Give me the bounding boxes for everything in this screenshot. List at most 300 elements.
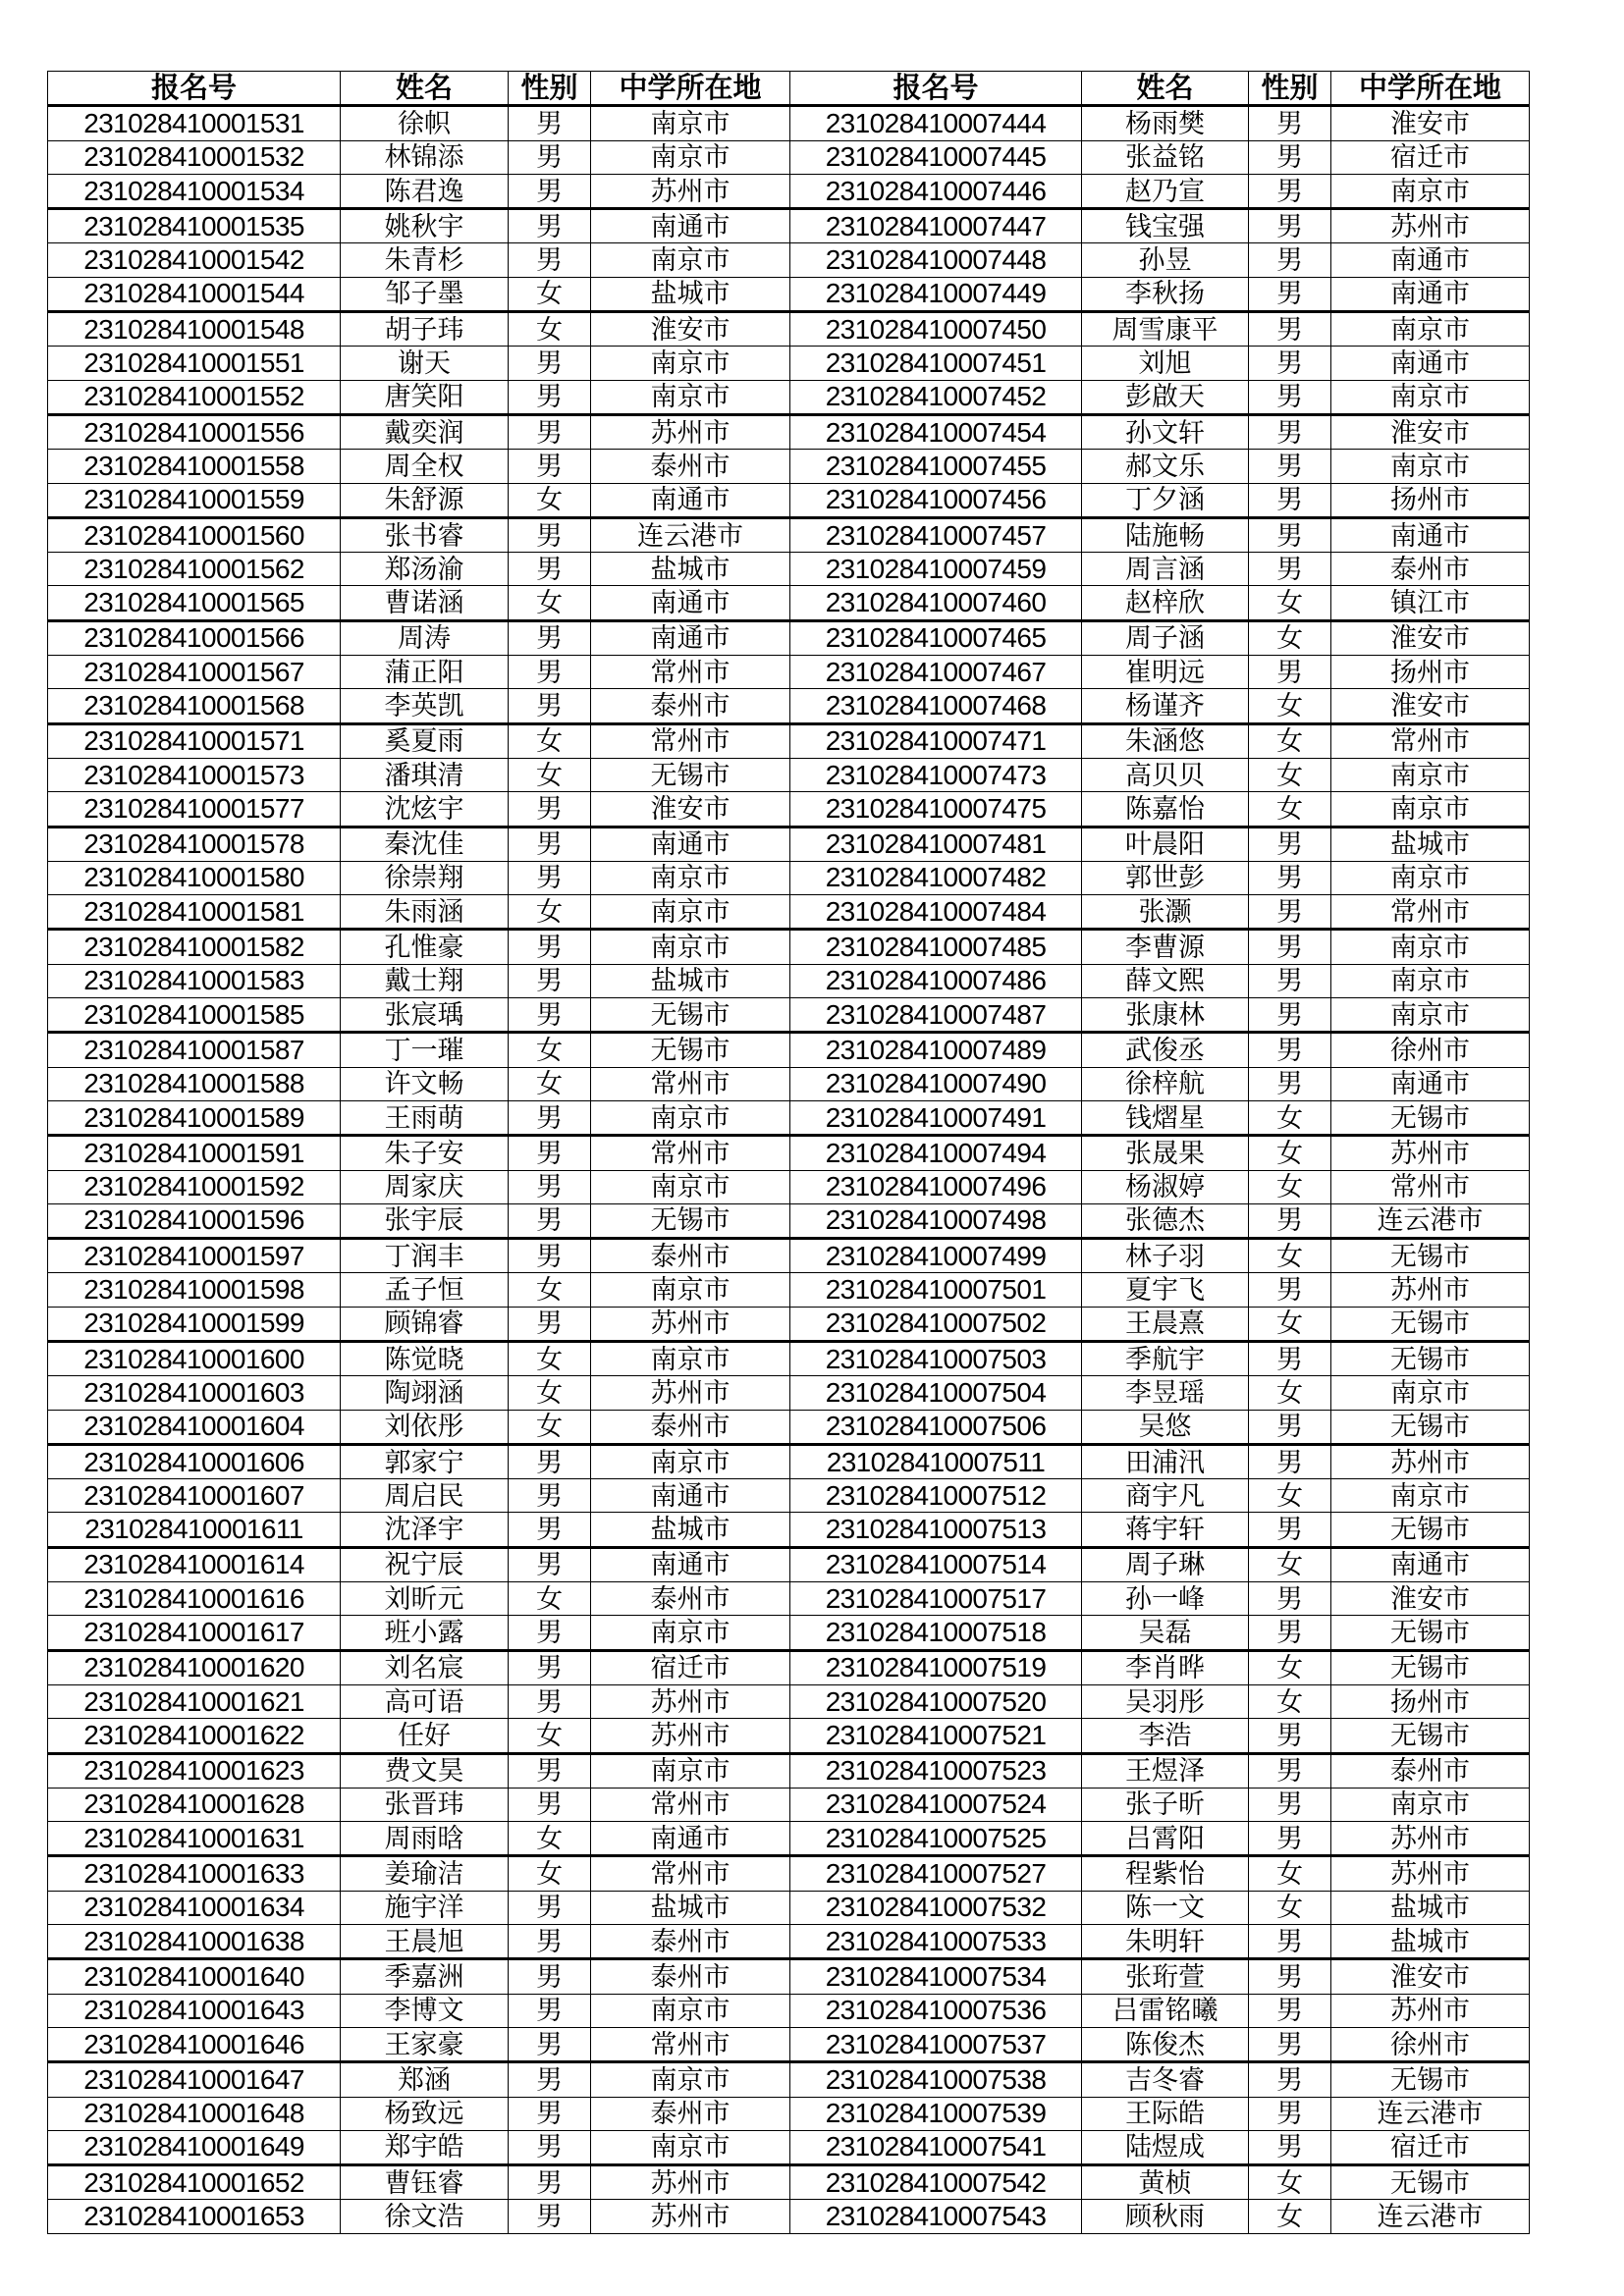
left-reg-no-cell: 231028410001647 bbox=[48, 2062, 341, 2097]
right-school-city-cell: 扬州市 bbox=[1331, 656, 1530, 689]
header-name: 姓名 bbox=[1082, 72, 1249, 106]
right-gender-cell: 女 bbox=[1249, 1170, 1331, 1203]
table-row bbox=[48, 827, 1530, 861]
left-school-city-cell: 南京市 bbox=[591, 1753, 790, 1788]
right-name-cell: 吕霄阳 bbox=[1082, 1822, 1249, 1856]
left-reg-no-cell: 231028410001596 bbox=[48, 1203, 341, 1238]
left-reg-no-cell: 231028410001571 bbox=[48, 723, 341, 758]
right-gender-cell: 男 bbox=[1249, 553, 1331, 586]
right-reg-no-cell: 231028410007527 bbox=[790, 1856, 1082, 1891]
left-reg-no-cell: 231028410001606 bbox=[48, 1444, 341, 1478]
left-name-cell: 林锦添 bbox=[341, 140, 509, 174]
right-reg-no-cell: 231028410007475 bbox=[790, 792, 1082, 827]
right-school-city-cell: 淮安市 bbox=[1331, 414, 1530, 449]
table-row bbox=[48, 1891, 1530, 1924]
table-row bbox=[48, 277, 1530, 311]
left-reg-no-cell: 231028410001597 bbox=[48, 1239, 341, 1273]
right-school-city-cell: 苏州市 bbox=[1331, 209, 1530, 243]
left-reg-no-cell: 231028410001578 bbox=[48, 827, 341, 861]
table-row bbox=[48, 1307, 1530, 1341]
right-gender-cell: 男 bbox=[1249, 895, 1331, 930]
left-school-city-cell: 南通市 bbox=[591, 483, 790, 517]
right-school-city-cell: 盐城市 bbox=[1331, 1891, 1530, 1924]
table-row bbox=[48, 656, 1530, 689]
right-gender-cell: 男 bbox=[1249, 2027, 1331, 2061]
right-school-city-cell: 徐州市 bbox=[1331, 1033, 1530, 1067]
right-gender-cell: 女 bbox=[1249, 620, 1331, 655]
left-school-city-cell: 泰州市 bbox=[591, 450, 790, 483]
left-reg-no-cell: 231028410001548 bbox=[48, 312, 341, 347]
left-gender-cell: 女 bbox=[509, 1273, 591, 1307]
left-gender-cell: 男 bbox=[509, 1307, 591, 1341]
left-gender-cell: 男 bbox=[509, 1203, 591, 1238]
right-reg-no-cell: 231028410007533 bbox=[790, 1925, 1082, 1959]
left-school-city-cell: 常州市 bbox=[591, 656, 790, 689]
right-name-cell: 王际皓 bbox=[1082, 2097, 1249, 2130]
left-name-cell: 李英凯 bbox=[341, 689, 509, 723]
left-reg-no-cell: 231028410001623 bbox=[48, 1753, 341, 1788]
left-reg-no-cell: 231028410001634 bbox=[48, 1891, 341, 1924]
left-school-city-cell: 泰州市 bbox=[591, 2097, 790, 2130]
left-school-city-cell: 南京市 bbox=[591, 2062, 790, 2097]
left-reg-no-cell: 231028410001587 bbox=[48, 1033, 341, 1067]
right-school-city-cell: 南京市 bbox=[1331, 792, 1530, 827]
left-school-city-cell: 南京市 bbox=[591, 1341, 790, 1375]
left-name-cell: 郭家宁 bbox=[341, 1444, 509, 1478]
left-reg-no-cell: 231028410001588 bbox=[48, 1067, 341, 1100]
right-school-city-cell: 泰州市 bbox=[1331, 1753, 1530, 1788]
header-school-city: 中学所在地 bbox=[591, 72, 790, 106]
right-reg-no-cell: 231028410007532 bbox=[790, 1891, 1082, 1924]
table-row bbox=[48, 312, 1530, 347]
right-reg-no-cell: 231028410007503 bbox=[790, 1341, 1082, 1375]
left-reg-no-cell: 231028410001599 bbox=[48, 1307, 341, 1341]
right-reg-no-cell: 231028410007447 bbox=[790, 209, 1082, 243]
table-row bbox=[48, 1341, 1530, 1375]
right-name-cell: 李秋扬 bbox=[1082, 277, 1249, 311]
left-school-city-cell: 无锡市 bbox=[591, 758, 790, 791]
right-reg-no-cell: 231028410007519 bbox=[790, 1650, 1082, 1684]
left-name-cell: 郑涵 bbox=[341, 2062, 509, 2097]
registration-table bbox=[47, 71, 1530, 2234]
right-school-city-cell: 苏州市 bbox=[1331, 1994, 1530, 2027]
right-name-cell: 陆施畅 bbox=[1082, 517, 1249, 552]
right-name-cell: 杨雨樊 bbox=[1082, 106, 1249, 140]
table-row bbox=[48, 1273, 1530, 1307]
left-school-city-cell: 南通市 bbox=[591, 586, 790, 620]
table-row bbox=[48, 1100, 1530, 1135]
right-school-city-cell: 无锡市 bbox=[1331, 1341, 1530, 1375]
right-gender-cell: 男 bbox=[1249, 517, 1331, 552]
right-name-cell: 吴悠 bbox=[1082, 1410, 1249, 1444]
left-gender-cell: 女 bbox=[509, 1341, 591, 1375]
table-row bbox=[48, 723, 1530, 758]
left-school-city-cell: 南京市 bbox=[591, 1100, 790, 1135]
right-reg-no-cell: 231028410007534 bbox=[790, 1959, 1082, 1994]
right-school-city-cell: 苏州市 bbox=[1331, 1136, 1530, 1170]
right-name-cell: 王煜泽 bbox=[1082, 1753, 1249, 1788]
right-gender-cell: 男 bbox=[1249, 483, 1331, 517]
right-name-cell: 周子涵 bbox=[1082, 620, 1249, 655]
right-school-city-cell: 无锡市 bbox=[1331, 1513, 1530, 1547]
right-reg-no-cell: 231028410007455 bbox=[790, 450, 1082, 483]
right-reg-no-cell: 231028410007490 bbox=[790, 1067, 1082, 1100]
right-reg-no-cell: 231028410007450 bbox=[790, 312, 1082, 347]
left-name-cell: 秦沈佳 bbox=[341, 827, 509, 861]
left-gender-cell: 女 bbox=[509, 1410, 591, 1444]
right-reg-no-cell: 231028410007498 bbox=[790, 1203, 1082, 1238]
left-reg-no-cell: 231028410001535 bbox=[48, 209, 341, 243]
right-school-city-cell: 无锡市 bbox=[1331, 1100, 1530, 1135]
left-name-cell: 孔惟豪 bbox=[341, 930, 509, 964]
header-gender: 性别 bbox=[1249, 72, 1331, 106]
left-name-cell: 姚秋宇 bbox=[341, 209, 509, 243]
right-school-city-cell: 南京市 bbox=[1331, 930, 1530, 964]
right-name-cell: 黄桢 bbox=[1082, 2165, 1249, 2200]
right-name-cell: 张德杰 bbox=[1082, 1203, 1249, 1238]
table-row bbox=[48, 1033, 1530, 1067]
left-reg-no-cell: 231028410001544 bbox=[48, 277, 341, 311]
table-row bbox=[48, 689, 1530, 723]
left-name-cell: 杨致远 bbox=[341, 2097, 509, 2130]
right-school-city-cell: 苏州市 bbox=[1331, 1273, 1530, 1307]
right-name-cell: 张珩萱 bbox=[1082, 1959, 1249, 1994]
left-reg-no-cell: 231028410001582 bbox=[48, 930, 341, 964]
left-school-city-cell: 泰州市 bbox=[591, 1925, 790, 1959]
left-name-cell: 陈君逸 bbox=[341, 174, 509, 208]
left-reg-no-cell: 231028410001552 bbox=[48, 380, 341, 414]
left-name-cell: 顾锦睿 bbox=[341, 1307, 509, 1341]
right-gender-cell: 男 bbox=[1249, 1444, 1331, 1478]
right-gender-cell: 女 bbox=[1249, 1684, 1331, 1718]
right-reg-no-cell: 231028410007460 bbox=[790, 586, 1082, 620]
left-school-city-cell: 常州市 bbox=[591, 1136, 790, 1170]
left-reg-no-cell: 231028410001652 bbox=[48, 2165, 341, 2200]
header-row bbox=[48, 72, 1530, 106]
left-gender-cell: 男 bbox=[509, 174, 591, 208]
right-gender-cell: 男 bbox=[1249, 1994, 1331, 2027]
right-school-city-cell: 无锡市 bbox=[1331, 1307, 1530, 1341]
left-gender-cell: 男 bbox=[509, 1753, 591, 1788]
right-reg-no-cell: 231028410007514 bbox=[790, 1547, 1082, 1581]
left-school-city-cell: 泰州市 bbox=[591, 1582, 790, 1616]
left-school-city-cell: 南通市 bbox=[591, 1547, 790, 1581]
left-reg-no-cell: 231028410001568 bbox=[48, 689, 341, 723]
right-reg-no-cell: 231028410007538 bbox=[790, 2062, 1082, 2097]
left-reg-no-cell: 231028410001583 bbox=[48, 964, 341, 997]
right-name-cell: 彭啟天 bbox=[1082, 380, 1249, 414]
table-row bbox=[48, 964, 1530, 997]
right-school-city-cell: 连云港市 bbox=[1331, 2097, 1530, 2130]
left-school-city-cell: 常州市 bbox=[591, 1067, 790, 1100]
right-reg-no-cell: 231028410007445 bbox=[790, 140, 1082, 174]
left-reg-no-cell: 231028410001640 bbox=[48, 1959, 341, 1994]
right-name-cell: 田浦汛 bbox=[1082, 1444, 1249, 1478]
right-school-city-cell: 南通市 bbox=[1331, 347, 1530, 380]
right-reg-no-cell: 231028410007451 bbox=[790, 347, 1082, 380]
table-row bbox=[48, 895, 1530, 930]
left-gender-cell: 男 bbox=[509, 1547, 591, 1581]
left-reg-no-cell: 231028410001600 bbox=[48, 1341, 341, 1375]
right-gender-cell: 男 bbox=[1249, 277, 1331, 311]
right-name-cell: 叶晨阳 bbox=[1082, 827, 1249, 861]
left-school-city-cell: 苏州市 bbox=[591, 1684, 790, 1718]
left-name-cell: 李博文 bbox=[341, 1994, 509, 2027]
right-reg-no-cell: 231028410007521 bbox=[790, 1719, 1082, 1753]
right-school-city-cell: 苏州市 bbox=[1331, 1444, 1530, 1478]
left-gender-cell: 男 bbox=[509, 1925, 591, 1959]
right-gender-cell: 女 bbox=[1249, 1547, 1331, 1581]
right-school-city-cell: 无锡市 bbox=[1331, 2165, 1530, 2200]
left-school-city-cell: 南通市 bbox=[591, 1479, 790, 1513]
left-name-cell: 丁一璀 bbox=[341, 1033, 509, 1067]
table-row bbox=[48, 792, 1530, 827]
right-name-cell: 吴羽彤 bbox=[1082, 1684, 1249, 1718]
left-school-city-cell: 南通市 bbox=[591, 209, 790, 243]
right-name-cell: 张子昕 bbox=[1082, 1788, 1249, 1821]
right-school-city-cell: 淮安市 bbox=[1331, 1959, 1530, 1994]
left-gender-cell: 男 bbox=[509, 450, 591, 483]
left-reg-no-cell: 231028410001551 bbox=[48, 347, 341, 380]
left-gender-cell: 女 bbox=[509, 1822, 591, 1856]
left-name-cell: 朱子安 bbox=[341, 1136, 509, 1170]
right-school-city-cell: 宿迁市 bbox=[1331, 2130, 1530, 2164]
left-name-cell: 徐帜 bbox=[341, 106, 509, 140]
table-row bbox=[48, 2130, 1530, 2164]
right-name-cell: 张灏 bbox=[1082, 895, 1249, 930]
right-name-cell: 陈一文 bbox=[1082, 1891, 1249, 1924]
table-row bbox=[48, 2027, 1530, 2061]
table-row bbox=[48, 1719, 1530, 1753]
left-reg-no-cell: 231028410001616 bbox=[48, 1582, 341, 1616]
left-gender-cell: 男 bbox=[509, 861, 591, 894]
left-name-cell: 曹诺涵 bbox=[341, 586, 509, 620]
left-gender-cell: 女 bbox=[509, 895, 591, 930]
right-gender-cell: 男 bbox=[1249, 450, 1331, 483]
left-gender-cell: 男 bbox=[509, 930, 591, 964]
right-gender-cell: 男 bbox=[1249, 827, 1331, 861]
right-name-cell: 顾秋雨 bbox=[1082, 2200, 1249, 2233]
right-name-cell: 武俊丞 bbox=[1082, 1033, 1249, 1067]
left-name-cell: 刘名宸 bbox=[341, 1650, 509, 1684]
right-name-cell: 张晟果 bbox=[1082, 1136, 1249, 1170]
table-row bbox=[48, 2097, 1530, 2130]
table-row bbox=[48, 517, 1530, 552]
right-gender-cell: 女 bbox=[1249, 1856, 1331, 1891]
table-row bbox=[48, 106, 1530, 140]
right-gender-cell: 女 bbox=[1249, 723, 1331, 758]
right-gender-cell: 女 bbox=[1249, 1100, 1331, 1135]
left-reg-no-cell: 231028410001628 bbox=[48, 1788, 341, 1821]
left-reg-no-cell: 231028410001592 bbox=[48, 1170, 341, 1203]
table-row bbox=[48, 2165, 1530, 2200]
left-gender-cell: 女 bbox=[509, 483, 591, 517]
left-gender-cell: 男 bbox=[509, 517, 591, 552]
left-reg-no-cell: 231028410001603 bbox=[48, 1376, 341, 1410]
right-name-cell: 朱涵悠 bbox=[1082, 723, 1249, 758]
right-gender-cell: 男 bbox=[1249, 209, 1331, 243]
left-gender-cell: 男 bbox=[509, 140, 591, 174]
left-reg-no-cell: 231028410001566 bbox=[48, 620, 341, 655]
left-name-cell: 姜瑜洁 bbox=[341, 1856, 509, 1891]
right-name-cell: 周雪康平 bbox=[1082, 312, 1249, 347]
left-name-cell: 高可语 bbox=[341, 1684, 509, 1718]
left-name-cell: 张宸瑀 bbox=[341, 998, 509, 1033]
table-row bbox=[48, 1994, 1530, 2027]
left-gender-cell: 男 bbox=[509, 1513, 591, 1547]
header-school-city: 中学所在地 bbox=[1331, 72, 1530, 106]
right-school-city-cell: 无锡市 bbox=[1331, 1650, 1530, 1684]
left-gender-cell: 女 bbox=[509, 586, 591, 620]
left-school-city-cell: 南京市 bbox=[591, 1994, 790, 2027]
right-gender-cell: 女 bbox=[1249, 792, 1331, 827]
left-gender-cell: 男 bbox=[509, 1444, 591, 1478]
left-gender-cell: 男 bbox=[509, 1891, 591, 1924]
left-name-cell: 周启民 bbox=[341, 1479, 509, 1513]
header-reg-no: 报名号 bbox=[48, 72, 341, 106]
left-gender-cell: 男 bbox=[509, 689, 591, 723]
right-reg-no-cell: 231028410007468 bbox=[790, 689, 1082, 723]
left-school-city-cell: 连云港市 bbox=[591, 517, 790, 552]
right-gender-cell: 女 bbox=[1249, 1650, 1331, 1684]
left-name-cell: 蒲正阳 bbox=[341, 656, 509, 689]
left-name-cell: 周全权 bbox=[341, 450, 509, 483]
left-name-cell: 张宇辰 bbox=[341, 1203, 509, 1238]
right-school-city-cell: 南通市 bbox=[1331, 1067, 1530, 1100]
right-school-city-cell: 无锡市 bbox=[1331, 1239, 1530, 1273]
left-reg-no-cell: 231028410001573 bbox=[48, 758, 341, 791]
right-school-city-cell: 无锡市 bbox=[1331, 1719, 1530, 1753]
left-reg-no-cell: 231028410001565 bbox=[48, 586, 341, 620]
left-school-city-cell: 盐城市 bbox=[591, 277, 790, 311]
left-reg-no-cell: 231028410001577 bbox=[48, 792, 341, 827]
left-reg-no-cell: 231028410001556 bbox=[48, 414, 341, 449]
left-gender-cell: 女 bbox=[509, 1719, 591, 1753]
left-school-city-cell: 南通市 bbox=[591, 620, 790, 655]
table-row bbox=[48, 483, 1530, 517]
left-reg-no-cell: 231028410001559 bbox=[48, 483, 341, 517]
left-reg-no-cell: 231028410001542 bbox=[48, 243, 341, 277]
left-reg-no-cell: 231028410001532 bbox=[48, 140, 341, 174]
right-reg-no-cell: 231028410007543 bbox=[790, 2200, 1082, 2233]
left-school-city-cell: 苏州市 bbox=[591, 174, 790, 208]
right-reg-no-cell: 231028410007524 bbox=[790, 1788, 1082, 1821]
right-school-city-cell: 南京市 bbox=[1331, 861, 1530, 894]
left-name-cell: 戴士翔 bbox=[341, 964, 509, 997]
left-gender-cell: 男 bbox=[509, 1650, 591, 1684]
left-name-cell: 陶翊涵 bbox=[341, 1376, 509, 1410]
right-name-cell: 周子琳 bbox=[1082, 1547, 1249, 1581]
right-name-cell: 王晨熹 bbox=[1082, 1307, 1249, 1341]
left-gender-cell: 男 bbox=[509, 656, 591, 689]
left-school-city-cell: 南京市 bbox=[591, 1444, 790, 1478]
right-reg-no-cell: 231028410007539 bbox=[790, 2097, 1082, 2130]
right-school-city-cell: 南京市 bbox=[1331, 1376, 1530, 1410]
table-row bbox=[48, 1479, 1530, 1513]
right-reg-no-cell: 231028410007449 bbox=[790, 277, 1082, 311]
left-name-cell: 王晨旭 bbox=[341, 1925, 509, 1959]
right-school-city-cell: 南京市 bbox=[1331, 312, 1530, 347]
left-name-cell: 胡子玮 bbox=[341, 312, 509, 347]
left-gender-cell: 男 bbox=[509, 414, 591, 449]
left-reg-no-cell: 231028410001617 bbox=[48, 1616, 341, 1650]
right-reg-no-cell: 231028410007542 bbox=[790, 2165, 1082, 2200]
right-reg-no-cell: 231028410007502 bbox=[790, 1307, 1082, 1341]
right-school-city-cell: 扬州市 bbox=[1331, 483, 1530, 517]
left-name-cell: 奚夏雨 bbox=[341, 723, 509, 758]
left-school-city-cell: 泰州市 bbox=[591, 1410, 790, 1444]
left-name-cell: 祝宁辰 bbox=[341, 1547, 509, 1581]
right-gender-cell: 男 bbox=[1249, 414, 1331, 449]
table-row bbox=[48, 380, 1530, 414]
left-school-city-cell: 南京市 bbox=[591, 1616, 790, 1650]
left-gender-cell: 男 bbox=[509, 2130, 591, 2164]
right-name-cell: 徐梓航 bbox=[1082, 1067, 1249, 1100]
right-gender-cell: 女 bbox=[1249, 2165, 1331, 2200]
right-gender-cell: 男 bbox=[1249, 998, 1331, 1033]
left-reg-no-cell: 231028410001560 bbox=[48, 517, 341, 552]
right-school-city-cell: 南通市 bbox=[1331, 517, 1530, 552]
right-gender-cell: 男 bbox=[1249, 1273, 1331, 1307]
left-school-city-cell: 盐城市 bbox=[591, 964, 790, 997]
left-school-city-cell: 南京市 bbox=[591, 380, 790, 414]
table-row bbox=[48, 1203, 1530, 1238]
left-gender-cell: 男 bbox=[509, 380, 591, 414]
right-school-city-cell: 常州市 bbox=[1331, 1170, 1530, 1203]
right-gender-cell: 男 bbox=[1249, 2130, 1331, 2164]
left-name-cell: 班小露 bbox=[341, 1616, 509, 1650]
right-gender-cell: 女 bbox=[1249, 586, 1331, 620]
right-name-cell: 郭世彭 bbox=[1082, 861, 1249, 894]
left-reg-no-cell: 231028410001591 bbox=[48, 1136, 341, 1170]
left-school-city-cell: 苏州市 bbox=[591, 2165, 790, 2200]
right-gender-cell: 男 bbox=[1249, 380, 1331, 414]
right-gender-cell: 女 bbox=[1249, 1239, 1331, 1273]
table-row bbox=[48, 1170, 1530, 1203]
left-name-cell: 徐崇翔 bbox=[341, 861, 509, 894]
right-name-cell: 吕雷铭曦 bbox=[1082, 1994, 1249, 2027]
left-reg-no-cell: 231028410001598 bbox=[48, 1273, 341, 1307]
left-gender-cell: 男 bbox=[509, 1684, 591, 1718]
right-school-city-cell: 南京市 bbox=[1331, 1479, 1530, 1513]
right-reg-no-cell: 231028410007491 bbox=[790, 1100, 1082, 1135]
right-school-city-cell: 常州市 bbox=[1331, 723, 1530, 758]
right-school-city-cell: 南通市 bbox=[1331, 243, 1530, 277]
table-row bbox=[48, 1444, 1530, 1478]
right-gender-cell: 女 bbox=[1249, 2200, 1331, 2233]
right-gender-cell: 男 bbox=[1249, 1719, 1331, 1753]
left-gender-cell: 男 bbox=[509, 1136, 591, 1170]
right-name-cell: 孙一峰 bbox=[1082, 1582, 1249, 1616]
right-school-city-cell: 徐州市 bbox=[1331, 2027, 1530, 2061]
left-name-cell: 朱青杉 bbox=[341, 243, 509, 277]
left-name-cell: 张书睿 bbox=[341, 517, 509, 552]
right-name-cell: 周言涵 bbox=[1082, 553, 1249, 586]
left-name-cell: 王雨萌 bbox=[341, 1100, 509, 1135]
left-name-cell: 谢天 bbox=[341, 347, 509, 380]
header-name: 姓名 bbox=[341, 72, 509, 106]
right-reg-no-cell: 231028410007523 bbox=[790, 1753, 1082, 1788]
left-school-city-cell: 泰州市 bbox=[591, 689, 790, 723]
left-gender-cell: 女 bbox=[509, 312, 591, 347]
left-reg-no-cell: 231028410001585 bbox=[48, 998, 341, 1033]
left-name-cell: 季嘉洲 bbox=[341, 1959, 509, 1994]
right-name-cell: 丁夕涵 bbox=[1082, 483, 1249, 517]
right-reg-no-cell: 231028410007511 bbox=[790, 1444, 1082, 1478]
right-name-cell: 李浩 bbox=[1082, 1719, 1249, 1753]
left-gender-cell: 男 bbox=[509, 243, 591, 277]
right-school-city-cell: 镇江市 bbox=[1331, 586, 1530, 620]
